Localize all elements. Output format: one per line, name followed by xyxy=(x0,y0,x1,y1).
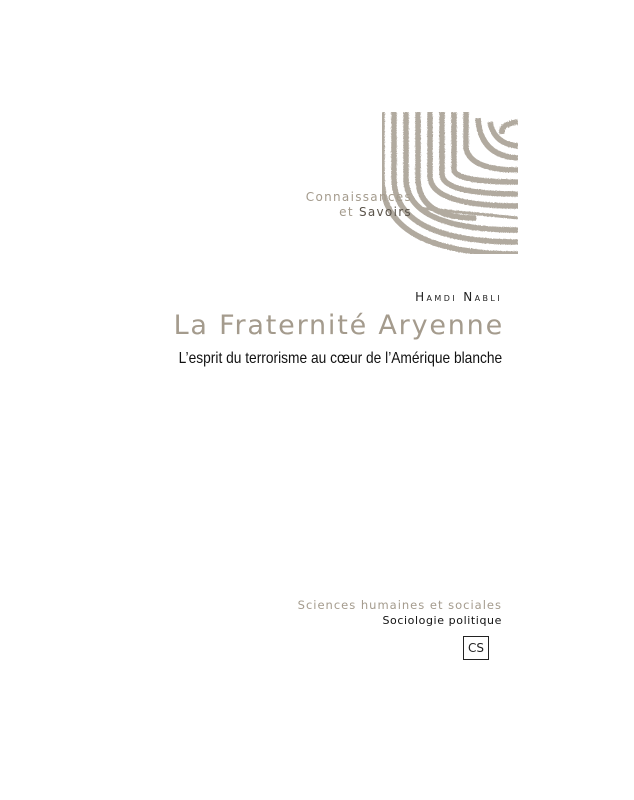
subcategory-label: Sociologie politique xyxy=(382,614,502,627)
series-line-2 xyxy=(306,205,412,220)
book-author: Hamdi Nabli xyxy=(415,290,502,304)
series-name xyxy=(306,190,412,220)
labyrinth-logo-icon xyxy=(376,108,518,260)
series-line-1: Connaissances xyxy=(305,190,412,204)
book-title: La Fraternité Aryenne xyxy=(173,310,504,341)
series-line-2-strong: Savoirs xyxy=(358,205,412,219)
book-subtitle: L’esprit du terrorisme au cœur de l’Amérique blanche xyxy=(178,350,502,367)
series-line-2-prefix: et xyxy=(339,205,359,219)
collection-badge: CS xyxy=(463,636,489,660)
category-label: Sciences humaines et sociales xyxy=(297,598,502,612)
